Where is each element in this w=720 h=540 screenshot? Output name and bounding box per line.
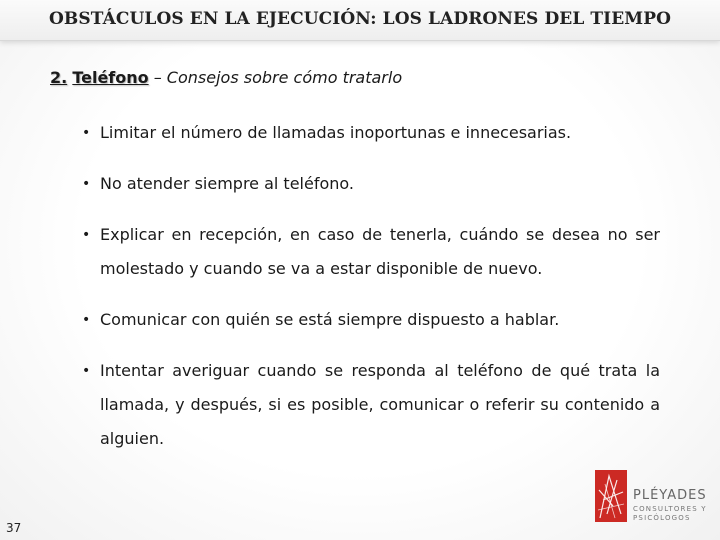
bullet-item	[80, 167, 660, 201]
section-name: Teléfono	[72, 68, 149, 87]
bullet-text: Comunicar con quién se está siempre dispuesto a hablar.	[100, 310, 560, 329]
section-separator: –	[148, 68, 167, 87]
bullet-dot: •	[82, 312, 91, 328]
bullet-item	[80, 354, 660, 456]
section-subtitle: Consejos sobre cómo tratarlo	[166, 68, 403, 87]
pleyades-logo-mark-icon	[595, 470, 627, 522]
section-number: 2.	[50, 68, 68, 87]
bullet-text: Explicar en recepción, en caso de tenerla, cuándo se desea no ser molestado y cuando se va a estar disponible de nuevo.	[100, 225, 660, 278]
bullet-item	[80, 303, 660, 337]
section-heading	[50, 68, 402, 87]
company-logo	[595, 470, 710, 525]
logo-name: PLÉYADES	[633, 488, 707, 503]
bullet-item	[80, 218, 660, 286]
bullet-dot: •	[82, 363, 91, 379]
logo-mark-svg	[595, 470, 627, 522]
bullet-item	[80, 116, 660, 150]
bullet-dot: •	[82, 227, 91, 243]
bullet-list	[80, 116, 660, 473]
slide-title: OBSTÁCULOS EN LA EJECUCIÓN: LOS LADRONES DEL TIEMPO	[49, 9, 671, 29]
bullet-text: No atender siempre al teléfono.	[100, 174, 354, 193]
bullet-dot: •	[82, 125, 91, 141]
bullet-text: Intentar averiguar cuando se responda al teléfono de qué trata la llamada, y después, si es posible, comunicar o referir su contenido a alguien.	[100, 361, 660, 448]
bullet-dot: •	[82, 176, 91, 192]
page-number: 37	[6, 521, 22, 535]
logo-tagline: CONSULTORES Y PSICÓLOGOS	[633, 505, 707, 522]
bullet-text: Limitar el número de llamadas inoportunas e innecesarias.	[100, 123, 572, 142]
